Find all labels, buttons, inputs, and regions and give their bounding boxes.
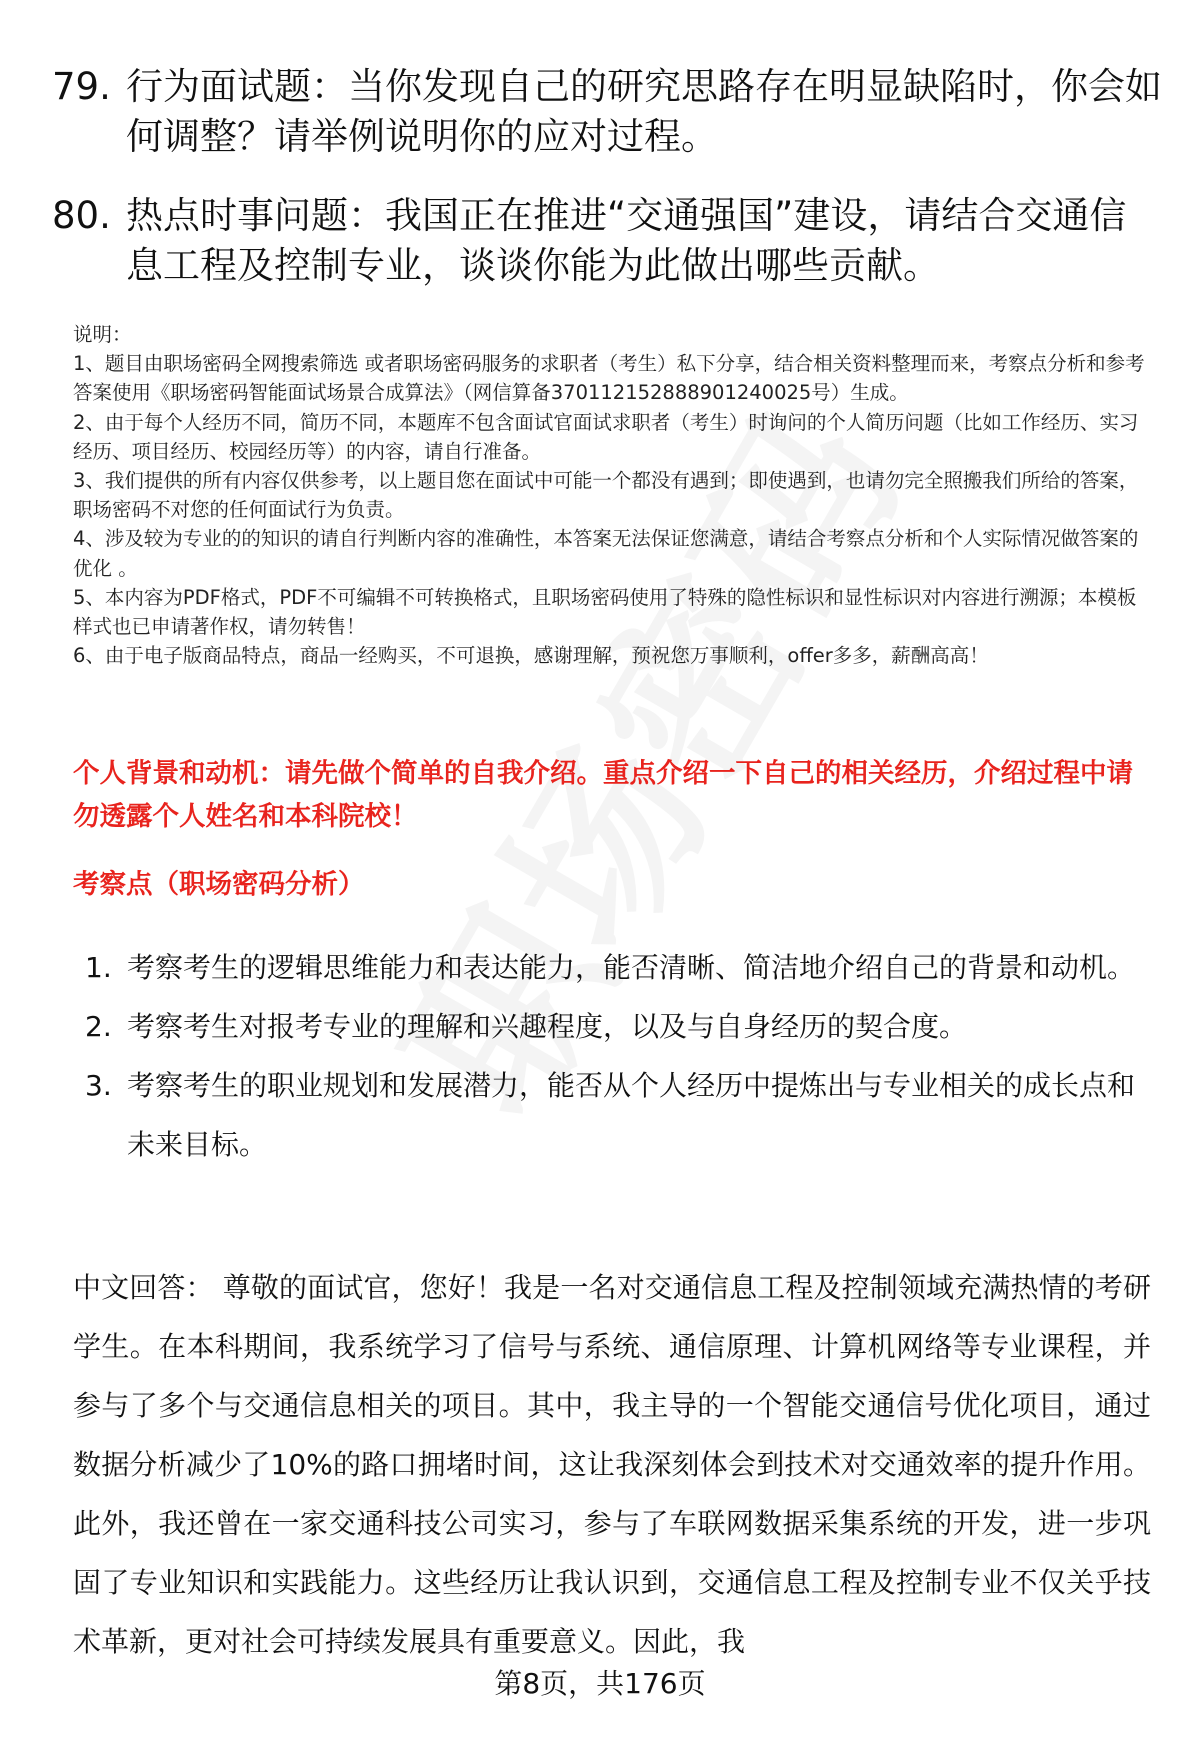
list-item (85, 997, 1145, 1056)
note-item: 3、我们提供的所有内容仅供参考，以上题目您在面试中可能一个都没有遇到；即使遇到，也请勿完全照搬我们所给的答案，职场密码不对您的任何面试行为负责。 (73, 469, 1139, 522)
list-number: 1. (85, 951, 112, 984)
note-item: 5、本内容为PDF格式，PDF不可编辑不可转换格式，且职场密码使用了特殊的隐性标识和显性标识对内容进行溯源；本模板样式也已申请著作权，请勿转售！ (73, 585, 1137, 639)
question-text: 行为面试题：当你发现自己的研究思路存在明显缺陷时，你会如何调整？请举例说明你的应对过程。 (126, 65, 1162, 158)
question-number: 80. (52, 194, 111, 237)
note-item: 2、由于每个人经历不同，简历不同，本题库不包含面试官面试求职者（考生）时询问的个人简历问题（比如工作经历、实习经历、项目经历、校园经历等）的内容，请自行准备。 (73, 410, 1139, 463)
disclaimer-notes (73, 320, 1153, 670)
page-number: 第8页，共176页 (494, 1667, 706, 1700)
notes-title: 说明： (73, 323, 132, 346)
note-item: 6、由于电子版商品特点，商品一经购买，不可退换，感谢理解，预祝您万事顺利，offer多多，薪酬高高！ (73, 644, 989, 668)
list-number: 3. (85, 1069, 112, 1102)
question-text: 热点时事问题：我国正在推进“交通强国”建设，请结合交通信息工程及控制专业，谈谈你能为此做出哪些贡献。 (126, 194, 1127, 287)
list-item (85, 1056, 1145, 1174)
list-item (85, 938, 1145, 997)
list-number: 2. (85, 1010, 112, 1043)
section-question: 个人背景和动机：请先做个简单的自我介绍。重点介绍一下自己的相关经历，介绍过程中请勿透露个人姓名和本科院校！ (73, 758, 1133, 832)
list-text: 考察考生的逻辑思维能力和表达能力，能否清晰、简洁地介绍自己的背景和动机。 (127, 951, 1136, 984)
question-79 (52, 62, 1162, 162)
analysis-title: 考察点（职场密码分析） (73, 869, 365, 900)
note-item: 1、题目由职场密码全网搜索筛选 或者职场密码服务的求职者（考生）私下分享，结合相关资料整理而来，考察点分析和参考答案使用《职场密码智能面试场景合成算法》（网信算备370112152888901240025号）生成。 (73, 352, 1145, 405)
list-text: 考察考生的职业规划和发展潜力，能否从个人经历中提炼出与专业相关的成长点和未来目标。 (127, 1069, 1136, 1161)
analysis-list (85, 938, 1145, 1174)
question-80 (52, 191, 1162, 291)
note-item: 4、涉及较为专业的的知识的请自行判断内容的准确性，本答案无法保证您满意，请结合考察点分析和个人实际情况做答案的优化 。 (73, 527, 1139, 580)
list-text: 考察考生对报考专业的理解和兴趣程度，以及与自身经历的契合度。 (127, 1010, 968, 1043)
answer-text: 中文回答： 尊敬的面试官，您好！我是一名对交通信息工程及控制领域充满热情的考研学生。在本科期间，我系统学习了信号与系统、通信原理、计算机网络等专业课程，并参与了多个与交通信息相关的项目。其中，我主导的一个智能交通信号优化项目，通过数据分析减少了10%的路口拥堵时间，这让我深刻体会到技术对交通效率的提升作用。此外，我还曾在一家交通科技公司实习，参与了车联网数据采集系统的开发，进一步巩固了专业知识和实践能力。这些经历让我认识到，交通信息工程及控制专业不仅关乎技术革新，更对社会可持续发展具有重要意义。因此，我 (73, 1271, 1151, 1658)
question-number: 79. (52, 65, 111, 108)
